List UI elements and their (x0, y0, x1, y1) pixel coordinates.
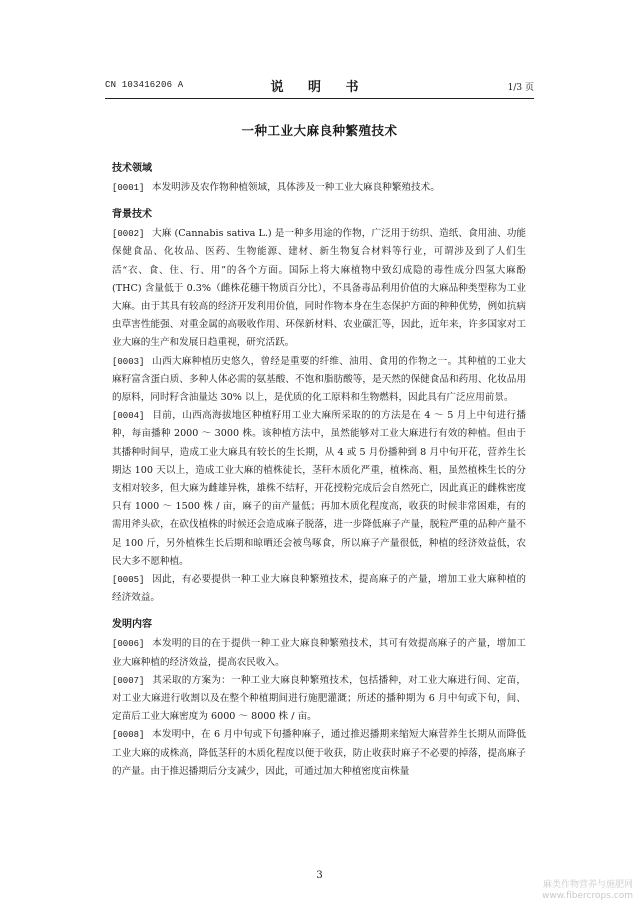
page-number: 3 (316, 870, 323, 881)
paragraph-0004 (112, 407, 526, 571)
paragraph-number: [0005] (112, 575, 145, 586)
paragraph-text: 本发明的目的在于提供一种工业大麻良种繁殖技术，其可有效提高麻子的产量，增加工业大麻种植的经济效益，提高农民收入。 (112, 638, 526, 668)
paragraph-text: 本发明涉及农作物种植领域，具体涉及一种工业大麻良种繁殖技术。 (152, 182, 440, 193)
paragraph-0006 (112, 635, 526, 671)
watermark (542, 880, 633, 902)
paragraph-text: 因此，有必要提供一种工业大麻良种繁殖技术，提高麻子的产量，增加工业大麻种植的经济效益。 (112, 574, 526, 604)
watermark-line-1: 麻类作物营养与施肥网 (542, 880, 633, 890)
paragraph-number: [0006] (112, 639, 145, 650)
paragraph-text: 山西大麻种植历史悠久，曾经是重要的纤维、油用、食用的作物之一。其种植的工业大麻籽富含蛋白质、多种人体必需的氨基酸、不饱和脂肪酸等，是天然的保健食品和药用、化妆品用的原料，同时籽含油量达 30% 以上，是优质的化工原料和生物燃料，因此具有广泛应用前景。 (112, 355, 526, 404)
paragraph-text: 其采取的方案为：一种工业大麻良种繁殖技术，包括播种，对工业大麻进行间、定苗，对工业大麻进行收割以及在整个种植期间进行施肥灌溉；所述的播种期为 6 月中旬或下旬，间、定苗后工业大麻密度为 6000 ～ 8000 株 / 亩。 (112, 674, 526, 723)
patent-number: CN 103416206 A (105, 80, 184, 90)
page-of-label: 1/3 页 (507, 83, 534, 93)
paragraph-number: [0003] (112, 356, 145, 367)
paragraph-text: 本发明中，在 6 月中旬或下旬播种麻子，通过推迟播期来缩短大麻营养生长期从而降低工业大麻的成株高，降低茎秆的木质化程度以便于收获，防止收获时麻子不必要的掉落，提高麻子的产量。由于推迟播期后分支减少，因此，可通过加大种植密度亩株量 (112, 729, 526, 777)
document-title: 一种工业大麻良种繁殖技术 (241, 123, 398, 138)
paragraph-0001 (112, 179, 526, 197)
paragraph-0002 (112, 225, 526, 352)
header-divider (105, 98, 534, 99)
paragraph-0007 (112, 672, 526, 727)
paragraph-number: [0008] (112, 730, 145, 741)
document-body (112, 160, 526, 781)
paragraph-text: 大麻 (Cannabis sativa L.) 是一种多用途的作物，广泛用于纺织、造纸、食用油、功能保健食品、化妆品、医药、生物能源、建材、新生物复合材料等行业，可谓涉及到了人们生活“衣、食、住、行、用”的各个方面。国际上将大麻植物中致幻成隐的毒性成分四氢大麻酚 (THC) 含量低于 0.3%（雌株花穗干物质百分比），不具备毒品利用价值的大麻品种类型称为工业大麻。由于其具有较高的经济开发利用价值，同时作物本身在生态保护方面的种种优势，例如抗病虫草害性能强、对重金属的高吸收作用、环保新材料、农业碳汇等，因此，近年来，许多国家对工业大麻的生产和发展日趋重视，研究活跃。 (112, 228, 526, 349)
doc-type-label: 说 明 书 (270, 80, 369, 95)
paragraph-0003 (112, 353, 526, 408)
paragraph-text: 目前，山西高海拔地区种植籽用工业大麻所采取的的方法是在 4 ～ 5 月上中旬进行播种，每亩播种 2000 ～ 3000 株。该种植方法中，虽然能够对工业大麻进行有效的种植。但由于其播种时间早，造成工业大麻具有较长的生长期，从 4 或 5 月份播种到 8 月中旬开花，营养生长期达 100 天以上，造成工业大麻的植株徒长，茎秆木质化严重，植株高、粗，虽然植株生长的分支相对较多，但大麻为雌雄异株，雄株不结籽，开花授粉完成后会自然死亡，因此真正的雌株密度只有 1000 ～ 1500 株 / 亩，麻子的亩产量低；再加木质化程度高，收获的时候非常困难，有的需用斧头砍，在砍伐植株的时候还会造成麻子脱落，进一步降低麻子产量，脱粒严重的品种产量不足 100 斤，另外植株生长后期和晾晒还会被鸟啄食，所以麻子产量很低，种植的经济效益低，农民大多不愿种植。 (112, 410, 526, 567)
section-heading-background: 背景技术 (112, 209, 152, 221)
section-heading-summary: 发明内容 (112, 619, 152, 631)
paragraph-number: [0002] (112, 229, 145, 240)
section-heading-technical-field: 技术领域 (112, 163, 152, 174)
paragraph-number: [0004] (112, 411, 145, 422)
page-header (105, 76, 534, 96)
paragraph-number: [0007] (112, 675, 145, 686)
paragraph-0008 (112, 726, 526, 781)
watermark-line-2: www.fibercrops.com (542, 891, 633, 901)
paragraph-number: [0001] (112, 183, 145, 193)
paragraph-0005 (112, 571, 526, 607)
